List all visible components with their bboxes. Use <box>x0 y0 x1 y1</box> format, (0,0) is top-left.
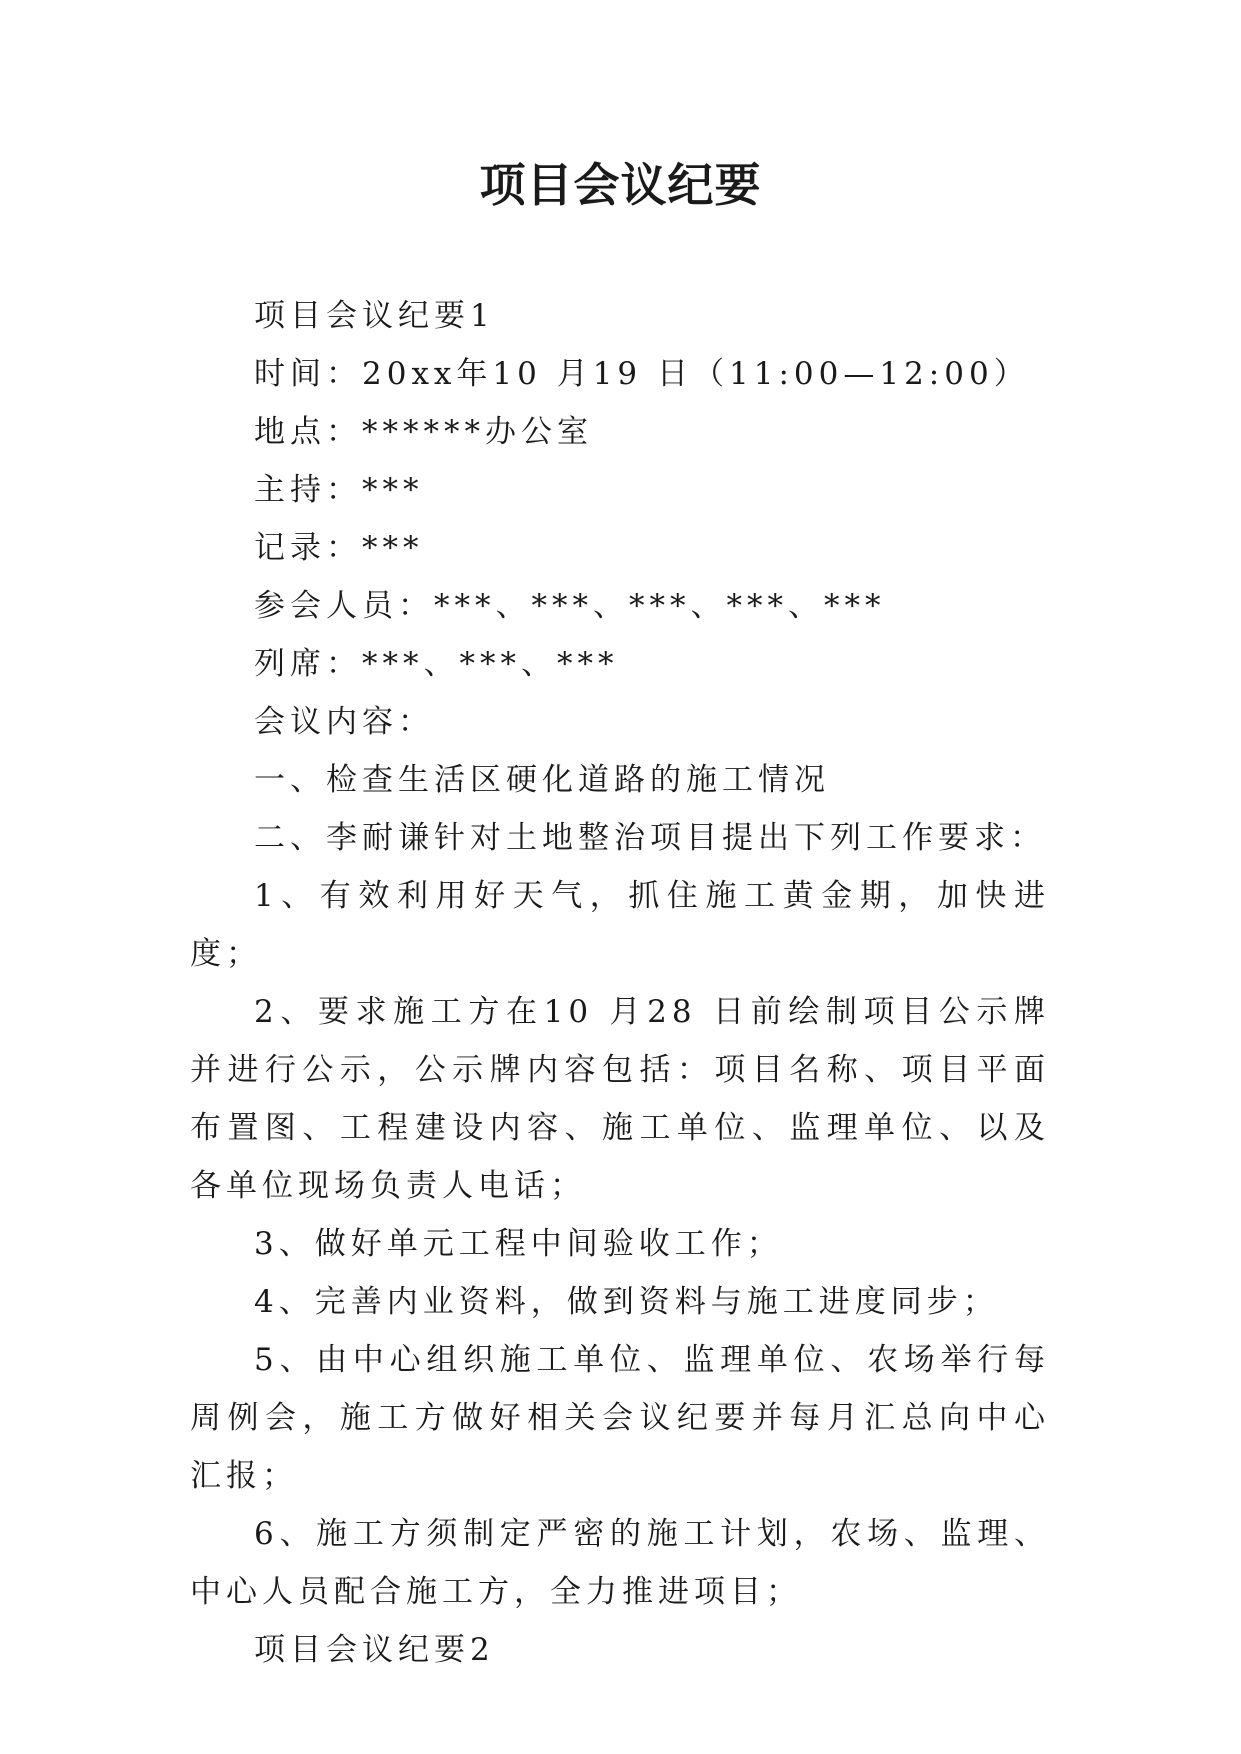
paragraph-observers: 列席：***、***、*** <box>254 646 619 682</box>
paragraph-location: 地点：******办公室 <box>254 414 593 450</box>
paragraph-item-1: 一、检查生活区硬化道路的施工情况 <box>254 762 830 798</box>
paragraph-requirement-1: 1、有效利用好天气，抓住施工黄金期，加快进度； <box>190 878 1050 972</box>
paragraph-section-heading-1: 项目会议纪要1 <box>254 298 495 334</box>
paragraph-requirement-4: 4、完善内业资料，做到资料与施工进度同步； <box>254 1284 999 1320</box>
document-body <box>190 287 1050 1679</box>
paragraph-content-heading: 会议内容： <box>254 704 434 740</box>
paragraph-section-heading-2: 项目会议纪要2 <box>254 1632 495 1668</box>
paragraph-requirement-5: 5、由中心组织施工单位、监理单位、农场举行每周例会，施工方做好相关会议纪要并每月汇总向中心汇报； <box>190 1342 1050 1494</box>
paragraph-recorder: 记录：*** <box>254 530 424 566</box>
paragraph-attendees: 参会人员：***、***、***、***、*** <box>254 588 886 624</box>
paragraph-item-2: 二、李耐谦针对土地整治项目提出下列工作要求： <box>254 820 1046 856</box>
paragraph-time: 时间：20xx年10 月19 日（11:00—12:00） <box>254 356 1030 392</box>
document-title: 项目会议纪要 <box>479 158 762 212</box>
paragraph-requirement-3: 3、做好单元工程中间验收工作； <box>254 1226 783 1262</box>
paragraph-host: 主持：*** <box>254 472 424 508</box>
paragraph-requirement-2: 2、要求施工方在10 月28 日前绘制项目公示牌并进行公示，公示牌内容包括：项目名称、项目平面布置图、工程建设内容、施工单位、监理单位、以及各单位现场负责人电话； <box>190 994 1050 1204</box>
paragraph-requirement-6: 6、施工方须制定严密的施工计划，农场、监理、中心人员配合施工方，全力推进项目； <box>190 1516 1050 1610</box>
